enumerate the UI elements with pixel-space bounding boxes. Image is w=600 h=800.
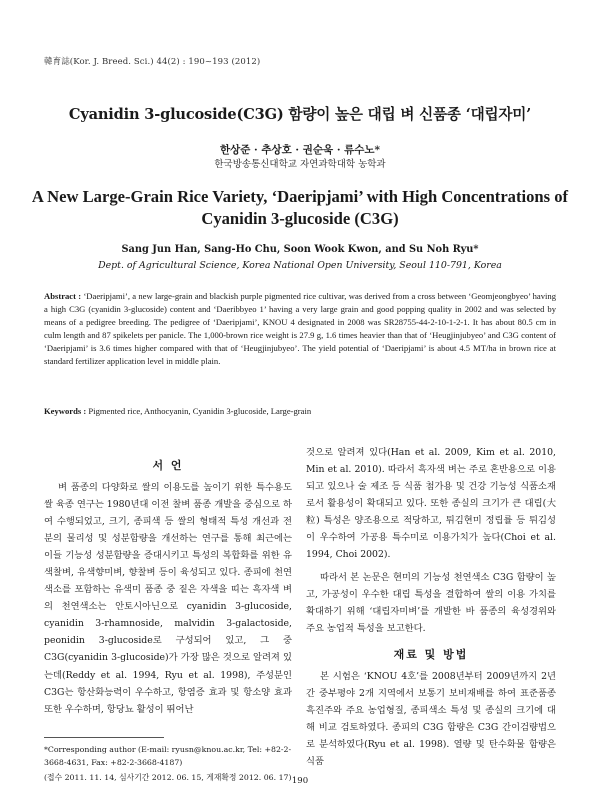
journal-citation: 韓育誌(Kor. J. Breed. Sci.) 44(2) : 190~193 (2012) — [44, 57, 261, 67]
submission-dates-footnote: (접수 2011. 11. 14, 심사기간 2012. 06. 15, 게재확정 2012. 06. 17) — [44, 773, 292, 782]
left-column-text — [44, 479, 292, 718]
affiliation-english: Dept. of Agricultural Science, Korea National Open University, Seoul 110-791, Korea — [98, 260, 502, 271]
section-heading-methods: 재료 및 방법 — [393, 648, 469, 661]
keywords-label: Keywords : — [44, 406, 87, 416]
keywords-text: Pigmented rice, Anthocyanin, Cyanidin 3-glucoside, Large-grain — [88, 406, 312, 416]
page-number: 190 — [291, 776, 309, 786]
footnote-rule — [44, 737, 164, 738]
intro-paragraph-1-continued: 것으로 알려져 있다(Han et al. 2009, Kim et al. 2010, Min et al. 2010). 따라서 흑자색 벼는 주로 혼반용으로 이용되고 있으나 술 제조 등 식품 첨가용 및 건강 기능성 식품소재로서 활용성이 확대되고 있다. 또한 종실의 크기가 큰 대립(大粒) 특성은 양조용으로 적당하고, 튀김현미 정립률 등 튀김성이 우수하여 가공용 특수미로 이용가치가 높다(Choi et al. 1994, Choi 2002). — [306, 447, 556, 561]
title-korean: Cyanidin 3-glucoside(C3G) 함량이 높은 대립 벼 신품종 ‘대립자미’ — [68, 106, 532, 123]
title-english: A New Large-Grain Rice Variety, ‘Daeripjami’ with High Concentrations of Cyanidin 3-glucoside (C3G) — [31, 187, 569, 228]
corresponding-author-footnote: *Corresponding author (E-mail: ryusn@knou.ac.kr, Tel: +82-2-3668-4631, Fax: +82-2-3668-4187) — [44, 745, 292, 767]
affiliation-korean: 한국방송통신대학교 자연과학대학 농학과 — [214, 159, 386, 170]
intro-paragraph-1: 벼 품종의 다양화로 쌀의 이용도를 높이기 위한 특수용도 쌀 육종 연구는 1980년대 이전 찰벼 품종 개발을 중심으로 하여 수행되었고, 크기, 종피색 등 쌀의 형태적 특성 개선과 전분의 물리성 및 성분함량을 개선하는 연구를 통해 최근에는 이들 기능성 성분함량을 증대시키고 특성의 복합화를 위한 유색찰벼, 유색향미벼, 향찰벼 등이 육성되고 있다. 종피에 천연색소를 포함하는 유색미 품종 중 짙은 자색을 띠는 흑자색 벼의 천연색소는 안토시아닌으로 cyanidin 3-glucoside, cyanidin 3-rhamnoside, malvidin 3-galactoside, peonidin 3-glucoside로 구성되어 있고, 그 중 C3G(cyanidin 3-glucoside)가 가장 많은 것으로 알려져 있는데(Reddy et al. 1994, Ryu et al. 1998), 주성분인 C3G는 항산화능력이 우수하고, 항염증 효과 및 항소양 효과 또한 우수하며, 항당뇨 활성이 뛰어난 — [44, 482, 292, 715]
authors-korean: 한상준 · 추상호 · 권순욱 · 류수노* — [219, 144, 381, 156]
intro-paragraph-2: 따라서 본 논문은 현미의 기능성 천연색소 C3G 함량이 높고, 가공성이 우수한 대립 특성을 결합하여 쌀의 이용 가치를 확대하기 위해 ‘대립자미벼’를 개발한 바 품종의 육성경위와 주요 농업적 특성을 보고한다. — [306, 572, 556, 635]
abstract-label: Abstract : — [44, 291, 82, 301]
abstract-text: ‘Daeripjami’, a new large-grain and blackish purple pigmented rice cultivar, was derived from a cross between ‘Geomjeongbyeo’ having a high C3G (cyanidin 3-glucoside) content and ‘Daeribbyeo 1’ having a very large grain and good popping quality in 2002 and was selected by means of a pedigree breeding. The pedigree of ‘Daeripjami’, KNOU 4 designated in 2008 was SR28755-44-2-10-1-2-1. It has about 80.5 cm in culm length and 87 spikelets per panicle. The 1,000-brown rice weight is 27.9 g, 1.6 times heavier than that of ‘Heugjinjubyeo’ and C3G content of ‘Daeripjami’ is 3.6 times higher compared with that of ‘Heugjinjubyeo’. The yield potential of ‘Daeripjami’ is about 4.5 MT/ha in brown rice at standard fertilizer application level in middle plain. — [44, 291, 556, 366]
methods-text — [306, 668, 556, 770]
abstract — [44, 290, 556, 367]
keywords — [44, 406, 556, 416]
right-column-text — [306, 444, 556, 638]
methods-paragraph-1: 본 시험은 ‘KNOU 4호’를 2008년부터 2009년까지 2년간 중부평야 2개 지역에서 보통기 보비재배를 하여 표준품종 흑진주와 주요 농업형질, 종피색소 특성 및 종실의 크기에 대해 비교 검토하였다. 종피의 C3G 함량은 C3G 간이검량법으로 분석하였다(Ryu et al. 1998). 열량 및 탄수화물 함량은 식품 — [306, 671, 556, 768]
authors-english: Sang Jun Han, Sang-Ho Chu, Soon Wook Kwon, and Su Noh Ryu* — [121, 244, 479, 255]
section-heading-introduction: 서 언 — [152, 459, 184, 472]
